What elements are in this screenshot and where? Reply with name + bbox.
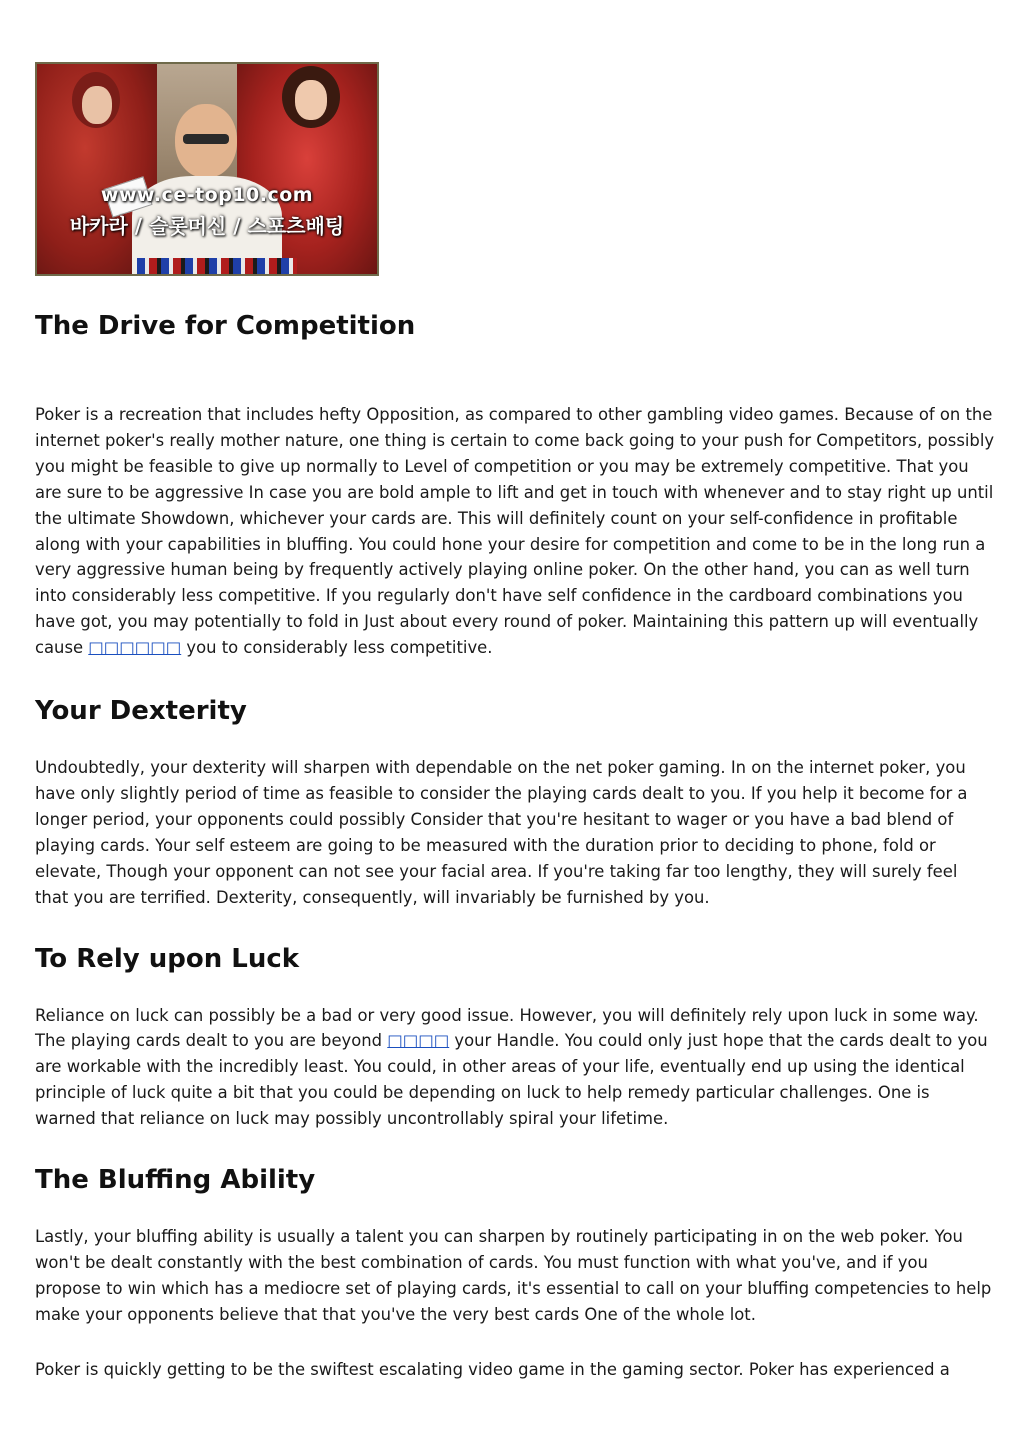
inline-link[interactable]: □□□□: [387, 1031, 450, 1051]
paragraph-text: Poker is a recreation that includes hefty Opposition, as compared to other gambling video games. Because of on the internet poker's really mother nature, one thing is certain to come back going to your push for Competitors, possibly you might be feasible to give up normally to Level of competition or you may be extremely competitive. That you are sure to be aggressive In case you are bold ample to lift and get in touch with whenever and to stay right up until the ultimate Showdown, whichever your cards are. This will definitely count on your self-confidence in profitable along with your capabilities in bluffing. You could hone your desire for competition and come to be in the long run a very aggressive human being by frequently actively playing online poker. On the other hand, you can as well turn into considerably less competitive. If you regularly don't have self confidence in the cardboard combinations you have got, you may potentially to fold in Just about every round of poker. Maintaining this pattern up will eventually cause: [35, 405, 995, 658]
inline-link[interactable]: □□□□□□: [88, 638, 182, 658]
paragraph-your-dexterity: Undoubtedly, your dexterity will sharpen with dependable on the net poker gaming. In on the internet poker, you have only slightly period of time as feasible to consider the playing cards dealt to you. If you help it become for a longer period, your opponents could possibly Consider that you're hesitant to wager or you have a bad blend of playing cards. Your self esteem are going to be measured with the duration prior to deciding to phone, fold or elevate, Though your opponent can not see your facial area. If you're taking far too lengthy, they will surely feel that you are terrified. Dexterity, consequently, will invariably be furnished by you.: [35, 758, 968, 907]
hero-url-text: www.ce-top10.com: [100, 184, 314, 206]
paragraph-text: Reliance on luck can possibly be a bad or very good issue. However, you will definitely rely upon luck in some way. The playing cards dealt to you are beyond: [35, 1005, 979, 1051]
hero-tagline: 바카라 / 슬롯머신 / 스포츠배팅: [69, 214, 345, 238]
hero-image: [35, 62, 379, 276]
heading-bluffing-ability: The Bluffing Ability: [35, 1165, 316, 1196]
hero-woman-right-face: [295, 80, 327, 120]
hero-poker-chips: [137, 258, 297, 274]
hero-woman-left-face: [82, 86, 112, 124]
heading-your-dexterity: Your Dexterity: [35, 696, 247, 727]
heading-drive-for-competition: The Drive for Competition: [35, 311, 416, 341]
paragraph-text: you to considerably less competitive.: [181, 638, 493, 658]
paragraph-bluffing-ability: Lastly, your bluffing ability is usually a talent you can sharpen by routinely participating in on the web poker. You won't be dealt constantly with the best combination of cards. You must function with what you've, and if you propose to win which has a mediocre set of playing cards, it's essential to call on your bluffing competencies to help make your opponents believe that that you've the very best cards One of the whole lot.: [35, 1227, 992, 1324]
article: [35, 62, 995, 1383]
paragraph-drive-for-competition: [35, 402, 995, 661]
paragraph-text: your Handle. You could only just hope that the cards dealt to you are workable with the incredibly least. You could, in other areas of your life, eventually end up using the identical principle of luck quite a bit that you could be depending on luck to help remedy particular challenges. One is warned that reliance on luck may possibly uncontrollably spiral your lifetime.: [35, 1031, 988, 1129]
hero-glasses: [183, 134, 229, 144]
heading-rely-upon-luck: To Rely upon Luck: [35, 943, 300, 974]
paragraph-rely-upon-luck: [35, 1003, 995, 1133]
paragraph-final: Poker is quickly getting to be the swiftest escalating video game in the gaming sector. Poker has experienced a: [35, 1359, 950, 1379]
